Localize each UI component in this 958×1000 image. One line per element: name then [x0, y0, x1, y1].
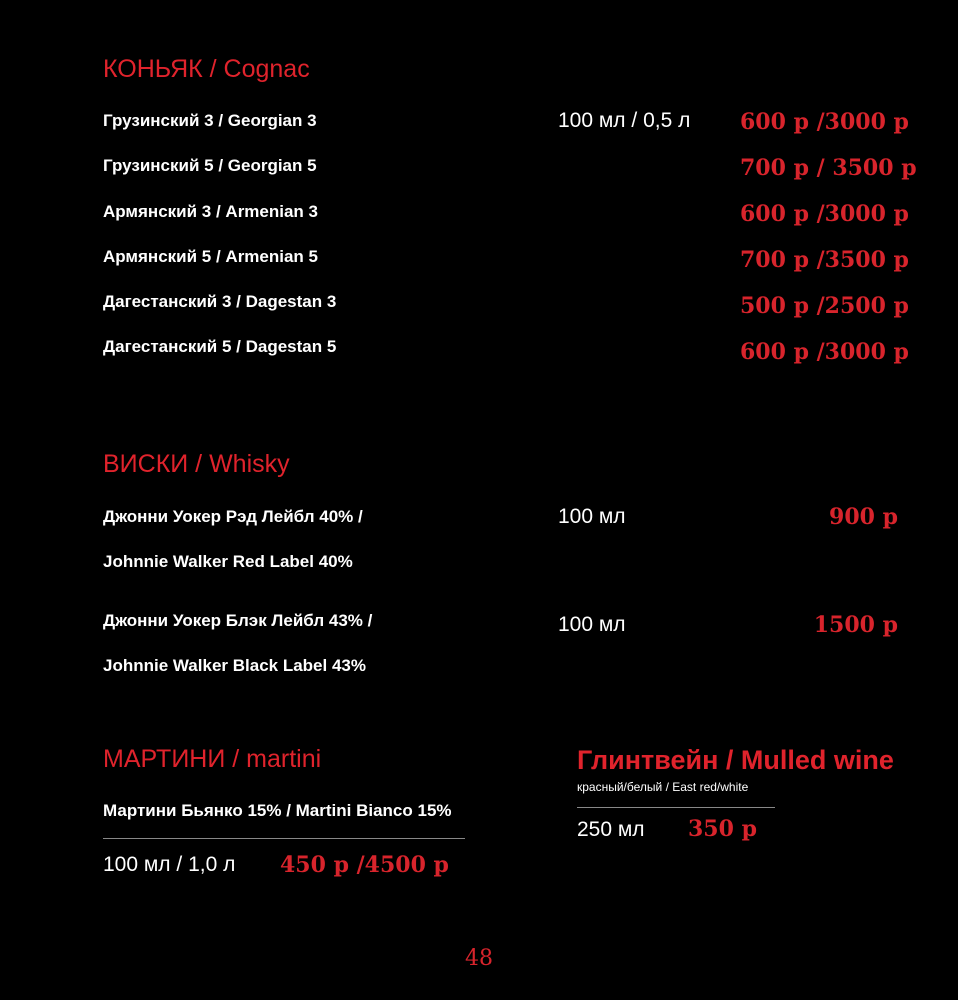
mulled-wine-divider: [577, 807, 775, 808]
martini-price: 450 р /4500 р: [280, 852, 449, 878]
cognac-item-name: Грузинский 3 / Georgian 3: [103, 111, 317, 130]
page-number: 48: [465, 946, 493, 971]
cognac-item-price: 700 р / 3500 р: [740, 155, 917, 181]
whisky-volume: 100 мл: [558, 505, 626, 528]
whisky-item-name-ru: Джонни Уокер Рэд Лейбл 40% /: [103, 507, 363, 526]
whisky-item-name-en: Johnnie Walker Black Label 43%: [103, 656, 366, 675]
whisky-item-name-en: Johnnie Walker Red Label 40%: [103, 552, 353, 571]
cognac-item-price: 700 р /3500 р: [740, 247, 909, 273]
cognac-item-price: 500 р /2500 р: [740, 293, 909, 319]
cognac-heading: КОНЬЯК / Cognac: [103, 55, 310, 83]
whisky-heading: ВИСКИ / Whisky: [103, 450, 290, 478]
cognac-item-name: Дагестанский 3 / Dagestan 3: [103, 292, 337, 311]
whisky-volume: 100 мл: [558, 613, 626, 636]
martini-heading: МАРТИНИ / martini: [103, 745, 322, 773]
mulled-wine-heading: Глинтвейн / Mulled wine: [577, 745, 894, 775]
martini-volume: 100 мл / 1,0 л: [103, 853, 236, 876]
whisky-item-price: 1500 р: [813, 612, 898, 638]
cognac-item-price: 600 р /3000 р: [740, 109, 909, 135]
mulled-wine-price: 350 р: [688, 816, 757, 842]
cognac-item-name: Армянский 3 / Armenian 3: [103, 202, 318, 221]
cognac-item-name: Армянский 5 / Armenian 5: [103, 247, 318, 266]
martini-item-name: Мартини Бьянко 15% / Martini Bianco 15%: [103, 801, 452, 820]
martini-divider: [103, 838, 465, 839]
cognac-item-price: 600 р /3000 р: [740, 339, 909, 365]
mulled-wine-subtitle: красный/белый / East red/white: [577, 780, 749, 794]
cognac-item-name: Дагестанский 5 / Dagestan 5: [103, 337, 337, 356]
cognac-item-name: Грузинский 5 / Georgian 5: [103, 156, 317, 175]
cognac-volume: 100 мл / 0,5 л: [558, 109, 691, 132]
whisky-item-name-ru: Джонни Уокер Блэк Лейбл 43% /: [103, 611, 373, 630]
cognac-item-price: 600 р /3000 р: [740, 201, 909, 227]
mulled-wine-volume: 250 мл: [577, 818, 645, 841]
whisky-item-price: 900 р: [829, 504, 898, 530]
